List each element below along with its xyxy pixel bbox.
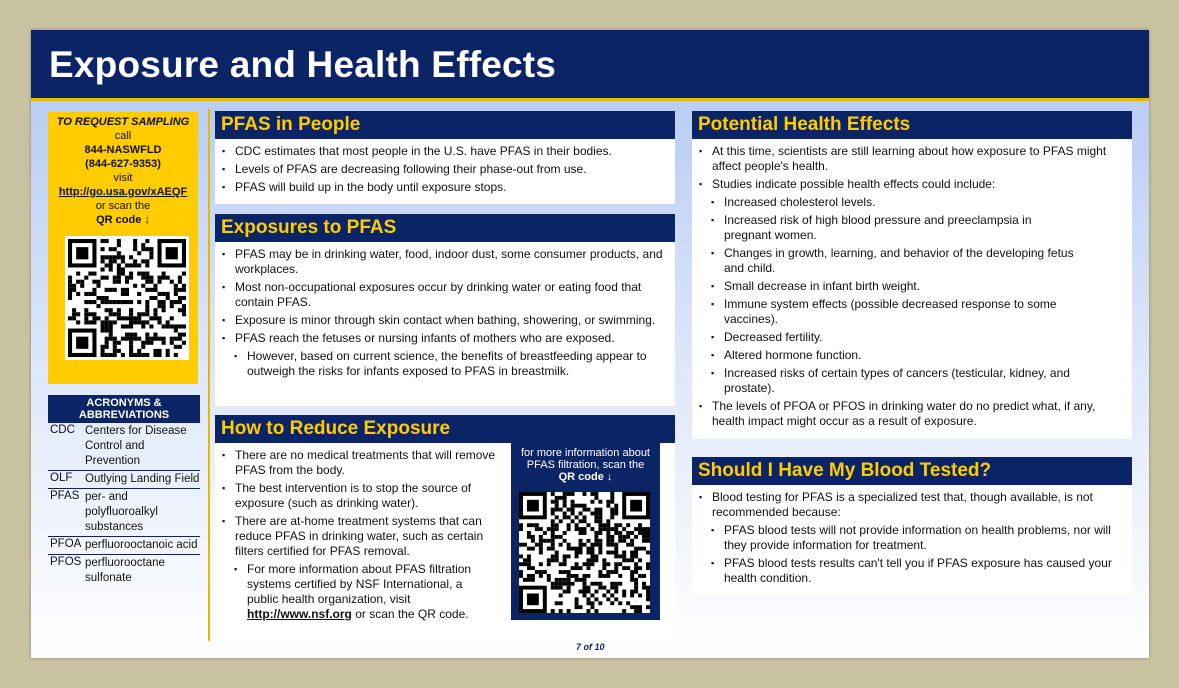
acronym-key: OLF xyxy=(50,472,73,484)
acronym-row xyxy=(48,471,200,489)
section-title: How to Reduce Exposure xyxy=(215,415,675,443)
sub-list-item: ▪ PFAS blood tests results can't tell you if PFAS exposure has caused your health condition. xyxy=(724,556,1118,586)
reduce-sublist xyxy=(235,562,497,622)
list-item xyxy=(712,490,1118,586)
sub-item-text-end: or scan the QR code. xyxy=(351,607,469,621)
sub-list-item: ▪ Immune system effects (possible decreased response to some vaccines). xyxy=(724,297,1078,327)
qr-code-graphic xyxy=(68,239,186,357)
qr-code-graphic xyxy=(519,492,650,613)
blood-list xyxy=(692,485,1132,586)
list-item-text: Studies indicate possible health effects could include: xyxy=(712,177,996,191)
sub-list-item xyxy=(247,562,497,622)
request-sampling-box xyxy=(48,112,198,384)
sub-list-item: ▪ However, based on current science, the benefits of breastfeeding appear to outweigh the risks for infants exposed to PFAS in breastmilk. xyxy=(247,349,665,379)
header-bar xyxy=(31,30,1149,101)
nsf-qr-text: for more information about PFAS filtration, scan the xyxy=(520,447,650,471)
nsf-link[interactable]: http://www.nsf.org xyxy=(247,607,352,621)
acronym-row xyxy=(48,489,200,537)
sub-list-item: ▪ Small decrease in infant birth weight. xyxy=(724,279,1078,294)
sampling-phone-number: (844-627-9353) xyxy=(85,158,161,170)
sampling-qr-code-icon[interactable] xyxy=(65,236,189,360)
section-title: Should I Have My Blood Tested? xyxy=(692,457,1132,485)
acronym-key: PFAS xyxy=(50,490,80,502)
section-title: PFAS in People xyxy=(215,111,675,139)
sub-list-item: ▪ Altered hormone function. xyxy=(724,348,1078,363)
sampling-heading: TO REQUEST SAMPLING xyxy=(56,116,190,128)
acronyms-panel xyxy=(48,395,200,587)
list-item xyxy=(235,331,665,379)
sub-list-item: ▪ Increased cholesterol levels. xyxy=(724,195,1078,210)
exposures-section xyxy=(215,214,675,406)
section-title: Exposures to PFAS xyxy=(215,214,675,242)
sampling-phone-word: 844-NASWFLD xyxy=(84,144,162,156)
slide xyxy=(31,30,1149,658)
acronym-key: CDC xyxy=(50,424,75,436)
sub-list-item: ▪ Decreased fertility. xyxy=(724,330,1078,345)
acronyms-heading: ACRONYMS & ABBREVIATIONS xyxy=(48,395,200,423)
acronym-key: PFOA xyxy=(50,538,82,550)
list-item: ▪ Levels of PFAS are decreasing following their phase-out from use. xyxy=(235,162,665,177)
exposures-sublist xyxy=(235,349,665,379)
nsf-qr-label: QR code ↓ xyxy=(558,471,613,483)
acronym-value: perfluorooctane sulfonate xyxy=(85,557,165,584)
list-item: ▪ PFAS may be in drinking water, food, indoor dust, some consumer products, and workplaces. xyxy=(235,247,665,277)
list-item-text: PFAS reach the fetuses or nursing infants of mothers who are exposed. xyxy=(235,331,615,345)
sampling-visit: visit xyxy=(113,172,133,184)
list-item: ▪ Most non-occupational exposures occur by drinking water or eating food that contain PFAS. xyxy=(235,280,665,310)
list-item: ▪ CDC estimates that most people in the U.S. have PFAS in their bodies. xyxy=(235,144,665,159)
acronym-key: PFOS xyxy=(50,556,82,568)
nsf-qr-code-icon[interactable] xyxy=(519,492,650,613)
acronym-row xyxy=(48,423,200,471)
exposures-list xyxy=(215,242,675,379)
list-item: ▪ The levels of PFOA or PFOS in drinking water do no predict what, if any, health impact might occur as a result of exposure. xyxy=(712,399,1118,429)
sub-item-text: For more information about PFAS filtration systems certified by NSF International, a public health organization, visit xyxy=(247,562,472,606)
list-item-text: Blood testing for PFAS is a specialized test that, though available, is not recommended because: xyxy=(712,490,1093,519)
page-title: Exposure and Health Effects xyxy=(49,44,557,85)
list-item-text: There are at-home treatment systems that can reduce PFAS in drinking water, such as certain filters certified for PFAS removal. xyxy=(235,514,484,558)
sampling-call: call xyxy=(114,130,132,142)
list-item: ▪ At this time, scientists are still learning about how exposure to PFAS might affect people's health. xyxy=(712,144,1118,174)
list-item xyxy=(712,177,1118,396)
acronym-value: per- and polyfluoroalkyl substances xyxy=(85,491,158,533)
sub-list-item: ▪ PFAS blood tests will not provide information on health problems, nor will they provide information for treatment. xyxy=(724,523,1118,553)
sub-list-item: ▪ Increased risk of high blood pressure and preeclampsia in pregnant women. xyxy=(724,213,1078,243)
list-item: ▪ There are no medical treatments that will remove PFAS from the body. xyxy=(235,448,497,478)
people-list xyxy=(215,139,675,195)
reduce-exposure-section xyxy=(215,415,675,637)
health-list xyxy=(692,139,1132,429)
list-item xyxy=(235,514,497,622)
list-item: ▪ Exposure is minor through skin contact when bathing, showering, or swimming. xyxy=(235,313,665,328)
sub-list-item: ▪ Increased risks of certain types of cancers (testicular, kidney, and prostate). xyxy=(724,366,1078,396)
sampling-url-link[interactable]: http://go.usa.gov/xAEQF xyxy=(58,186,188,198)
reduce-list xyxy=(215,443,507,622)
acronym-value: perfluorooctanoic acid xyxy=(85,539,198,551)
acronym-row xyxy=(48,537,200,555)
sampling-or-scan: or scan the xyxy=(95,200,151,212)
acronym-value: Outlying Landing Field xyxy=(85,473,200,485)
page-number: 7 of 10 xyxy=(576,642,605,652)
blood-test-section xyxy=(692,457,1132,595)
list-item: ▪ PFAS will build up in the body until exposure stops. xyxy=(235,180,665,195)
nsf-qr-box xyxy=(511,442,660,620)
health-sublist xyxy=(712,195,1118,396)
health-effects-section xyxy=(692,111,1132,439)
acronym-row xyxy=(48,555,200,587)
sampling-qr-label: QR code ↓ xyxy=(96,214,150,226)
list-item: ▪ The best intervention is to stop the source of exposure (such as drinking water). xyxy=(235,481,497,511)
section-title: Potential Health Effects xyxy=(692,111,1132,139)
column-divider xyxy=(208,109,210,641)
pfas-in-people-section xyxy=(215,111,675,204)
blood-sublist xyxy=(712,523,1118,586)
acronym-value: Centers for Disease Control and Prevention xyxy=(85,425,187,467)
sub-list-item: ▪ Changes in growth, learning, and behavior of the developing fetus and child. xyxy=(724,246,1078,276)
